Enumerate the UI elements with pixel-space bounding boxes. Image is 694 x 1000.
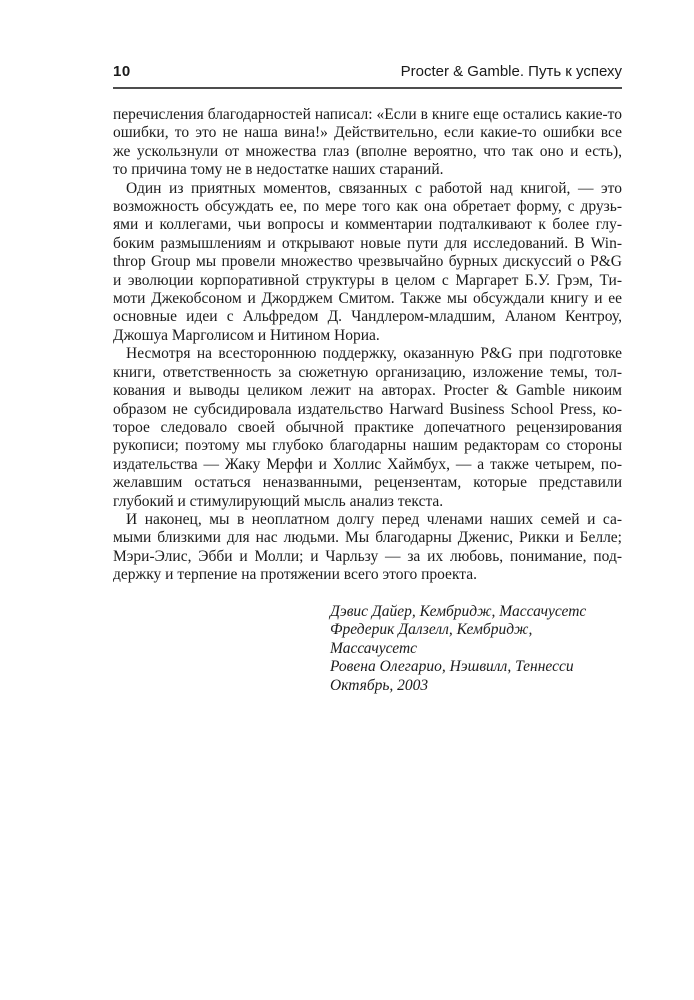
body-line: ями и коллегами, чьи вопросы и комментарии подталкивают к более глу- [113, 216, 622, 234]
body-line: глубокий и стимулирующий мысль анализ текста. [113, 492, 444, 510]
signature-line: Октябрь, 2003 [330, 676, 429, 694]
body-line: Мэри-Элис, Эбби и Молли; и Чарльзу — за их любовь, понимание, под- [113, 547, 622, 565]
body-line: то причина тому не в недостатке наших стараний. [113, 161, 444, 179]
body-line: и эволюции корпоративной структуры в целом с Маргарет Б.У. Грэм, Ти- [113, 271, 622, 289]
body-line: Несмотря на всестороннюю поддержку, оказанную P&G при подготовке [126, 345, 622, 363]
body-line: желавшим остаться неназванными, рецензентам, которые представили [113, 474, 622, 492]
text-block [113, 63, 622, 696]
body-line: моти Джекобсоном и Джорджем Смитом. Также мы обсуждали книгу и ее [113, 290, 622, 308]
body-line: перечисления благодарностей написал: «Если в книге еще остались какие-то [113, 106, 622, 123]
body-line: же ускользнули от множества глаз (вполне вероятно, что так оно и есть), [113, 142, 622, 160]
body-line: торое следовало своей обычной практике допечатного рецензирования [113, 418, 622, 436]
body-line: И наконец, мы в неоплатном долгу перед членами наших семей и са- [126, 510, 622, 528]
paragraph [113, 345, 622, 511]
body-line: throp Group мы провели множество чрезвычайно бурных дискуссий о P&G [113, 253, 622, 271]
paragraph [113, 511, 622, 585]
signature-block [330, 603, 622, 696]
page-number: 10 [113, 63, 131, 80]
paragraph [113, 106, 622, 180]
body-line: боким размышлениям и открывают новые пути для исследований. В Win- [113, 234, 622, 252]
signature-line: Ровена Олегарио, Нэшвилл, Теннесси [330, 658, 574, 676]
body-line: держку и терпение на протяжении всего этого проекта. [113, 566, 477, 584]
body-line: кования и выводы целиком лежит на авторах. Procter & Gamble никоим [113, 382, 622, 400]
body-line: мыми близкими для нас людьми. Мы благодарны Дженис, Рикки и Белле; [113, 529, 622, 547]
body-text [113, 106, 622, 585]
body-line: Джошуа Марголисом и Нитином Нориа. [113, 326, 380, 344]
body-line: ошибки, то это не наша вина!» Действительно, если какие-то ошибки все [113, 124, 622, 142]
body-line: возможность обсуждать ее, по мере того как она обретает форму, с друзь- [113, 198, 622, 216]
body-line: основные идеи с Альфредом Д. Чандлером-младшим, Аланом Кентроу, [113, 308, 622, 326]
body-line: издательства — Жаку Мерфи и Холлис Хаймбух, — а также четырем, по- [113, 455, 622, 473]
paragraph [113, 180, 622, 346]
page-header [113, 63, 622, 89]
body-line: образом не субсидировала издательство Harward Business School Press, ко- [113, 400, 622, 418]
signature-line: Дэвис Дайер, Кембридж, Массачусетс [330, 602, 587, 620]
running-title: Procter & Gamble. Путь к успеху [400, 63, 622, 80]
signature-line: Фредерик Далзелл, Кембридж, Массачусетс [330, 621, 533, 657]
body-line: Один из приятных моментов, связанных с работой над книгой, — это [126, 179, 622, 197]
body-line: книги, ответственность за сюжетную организацию, изложение темы, тол- [113, 363, 622, 381]
body-line: рукописи; поэтому мы глубоко благодарны нашим редакторам со стороны [113, 437, 622, 455]
